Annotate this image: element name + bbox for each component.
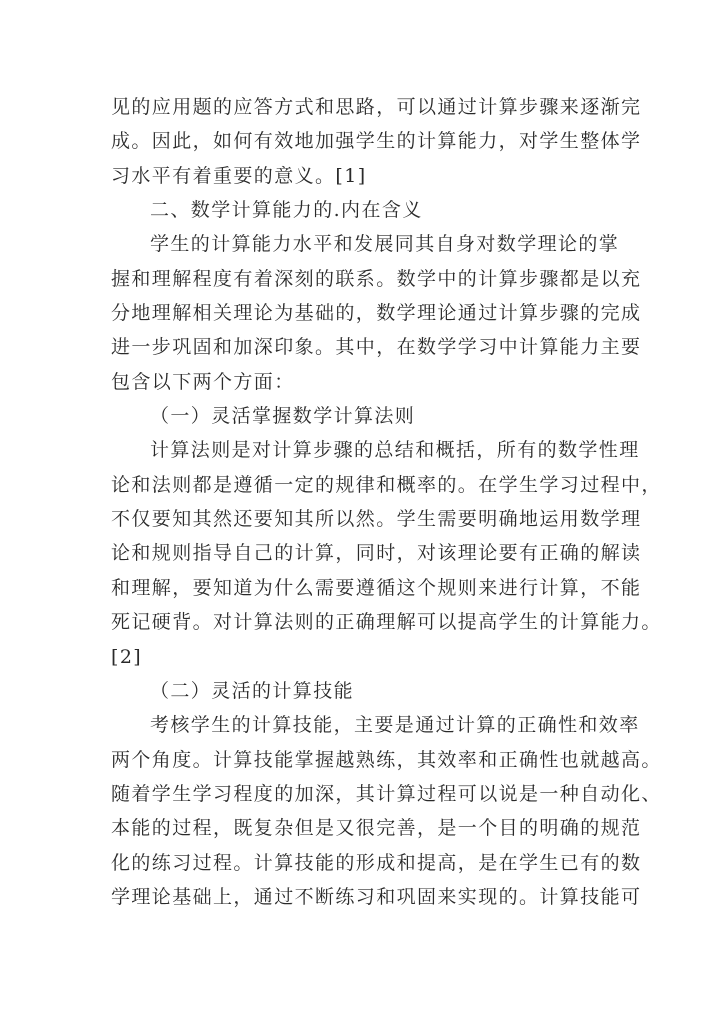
text-line: 化的练习过程。计算技能的形成和提高，是在学生已有的数 [111, 851, 642, 874]
body-text [111, 90, 662, 914]
text-line: 见的应用题的应答方式和思路，可以通过计算步骤来逐渐完 [111, 96, 642, 118]
text-line: 和理解，要知道为什么需要遵循这个规则来进行计算，不能 [111, 576, 642, 599]
subsection-heading: （二）灵活的计算技能 [150, 679, 355, 702]
text-line: 不仅要知其然还要知其所以然。学生需要明确地运用数学理 [111, 508, 642, 531]
text-line: 考核学生的计算技能，主要是通过计算的正确性和效率 [150, 714, 640, 737]
text-line: 进一步巩固和加深印象。其中，在数学学习中计算能力主要 [111, 336, 642, 359]
text-line: 本能的过程，既复杂但是又很完善，是一个目的明确的规范 [111, 817, 642, 840]
text-line: 成。因此，如何有效地加强学生的计算能力，对学生整体学 [111, 130, 642, 153]
text-line: 学生的计算能力水平和发展同其自身对数学理论的掌 [150, 233, 620, 256]
text-line: 论和规则指导自己的计算，同时，对该理论要有正确的解读 [111, 542, 642, 565]
text-line: 死记硬背。对计算法则的正确理解可以提高学生的计算能力。 [111, 611, 662, 634]
text-line: 论和法则都是遵循一定的规律和概率的。在学生学习过程中， [111, 473, 662, 496]
citation: [2] [111, 645, 143, 668]
text-line: 包含以下两个方面： [111, 370, 295, 393]
text-line: 两个角度。计算技能掌握越熟练，其效率和正确性也就越高。 [111, 748, 662, 771]
text-line: 随着学生学习程度的加深，其计算过程可以说是一种自动化、 [111, 782, 662, 805]
text-line: 握和理解程度有着深刻的联系。数学中的计算步骤都是以充 [111, 267, 642, 290]
text-line: 分地理解相关理论为基础的，数学理论通过计算步骤的完成 [111, 302, 642, 325]
text-line: 计算法则是对计算步骤的总结和概括，所有的数学性理 [150, 439, 640, 462]
subsection-heading: （一）灵活掌握数学计算法则 [150, 405, 416, 428]
text-line: 学理论基础上，通过不断练习和巩固来实现的。计算技能可 [111, 885, 642, 908]
section-heading: 二、数学计算能力的.内在含义 [150, 199, 423, 222]
text-line: 习水平有着重要的意义。[1] [111, 164, 367, 187]
